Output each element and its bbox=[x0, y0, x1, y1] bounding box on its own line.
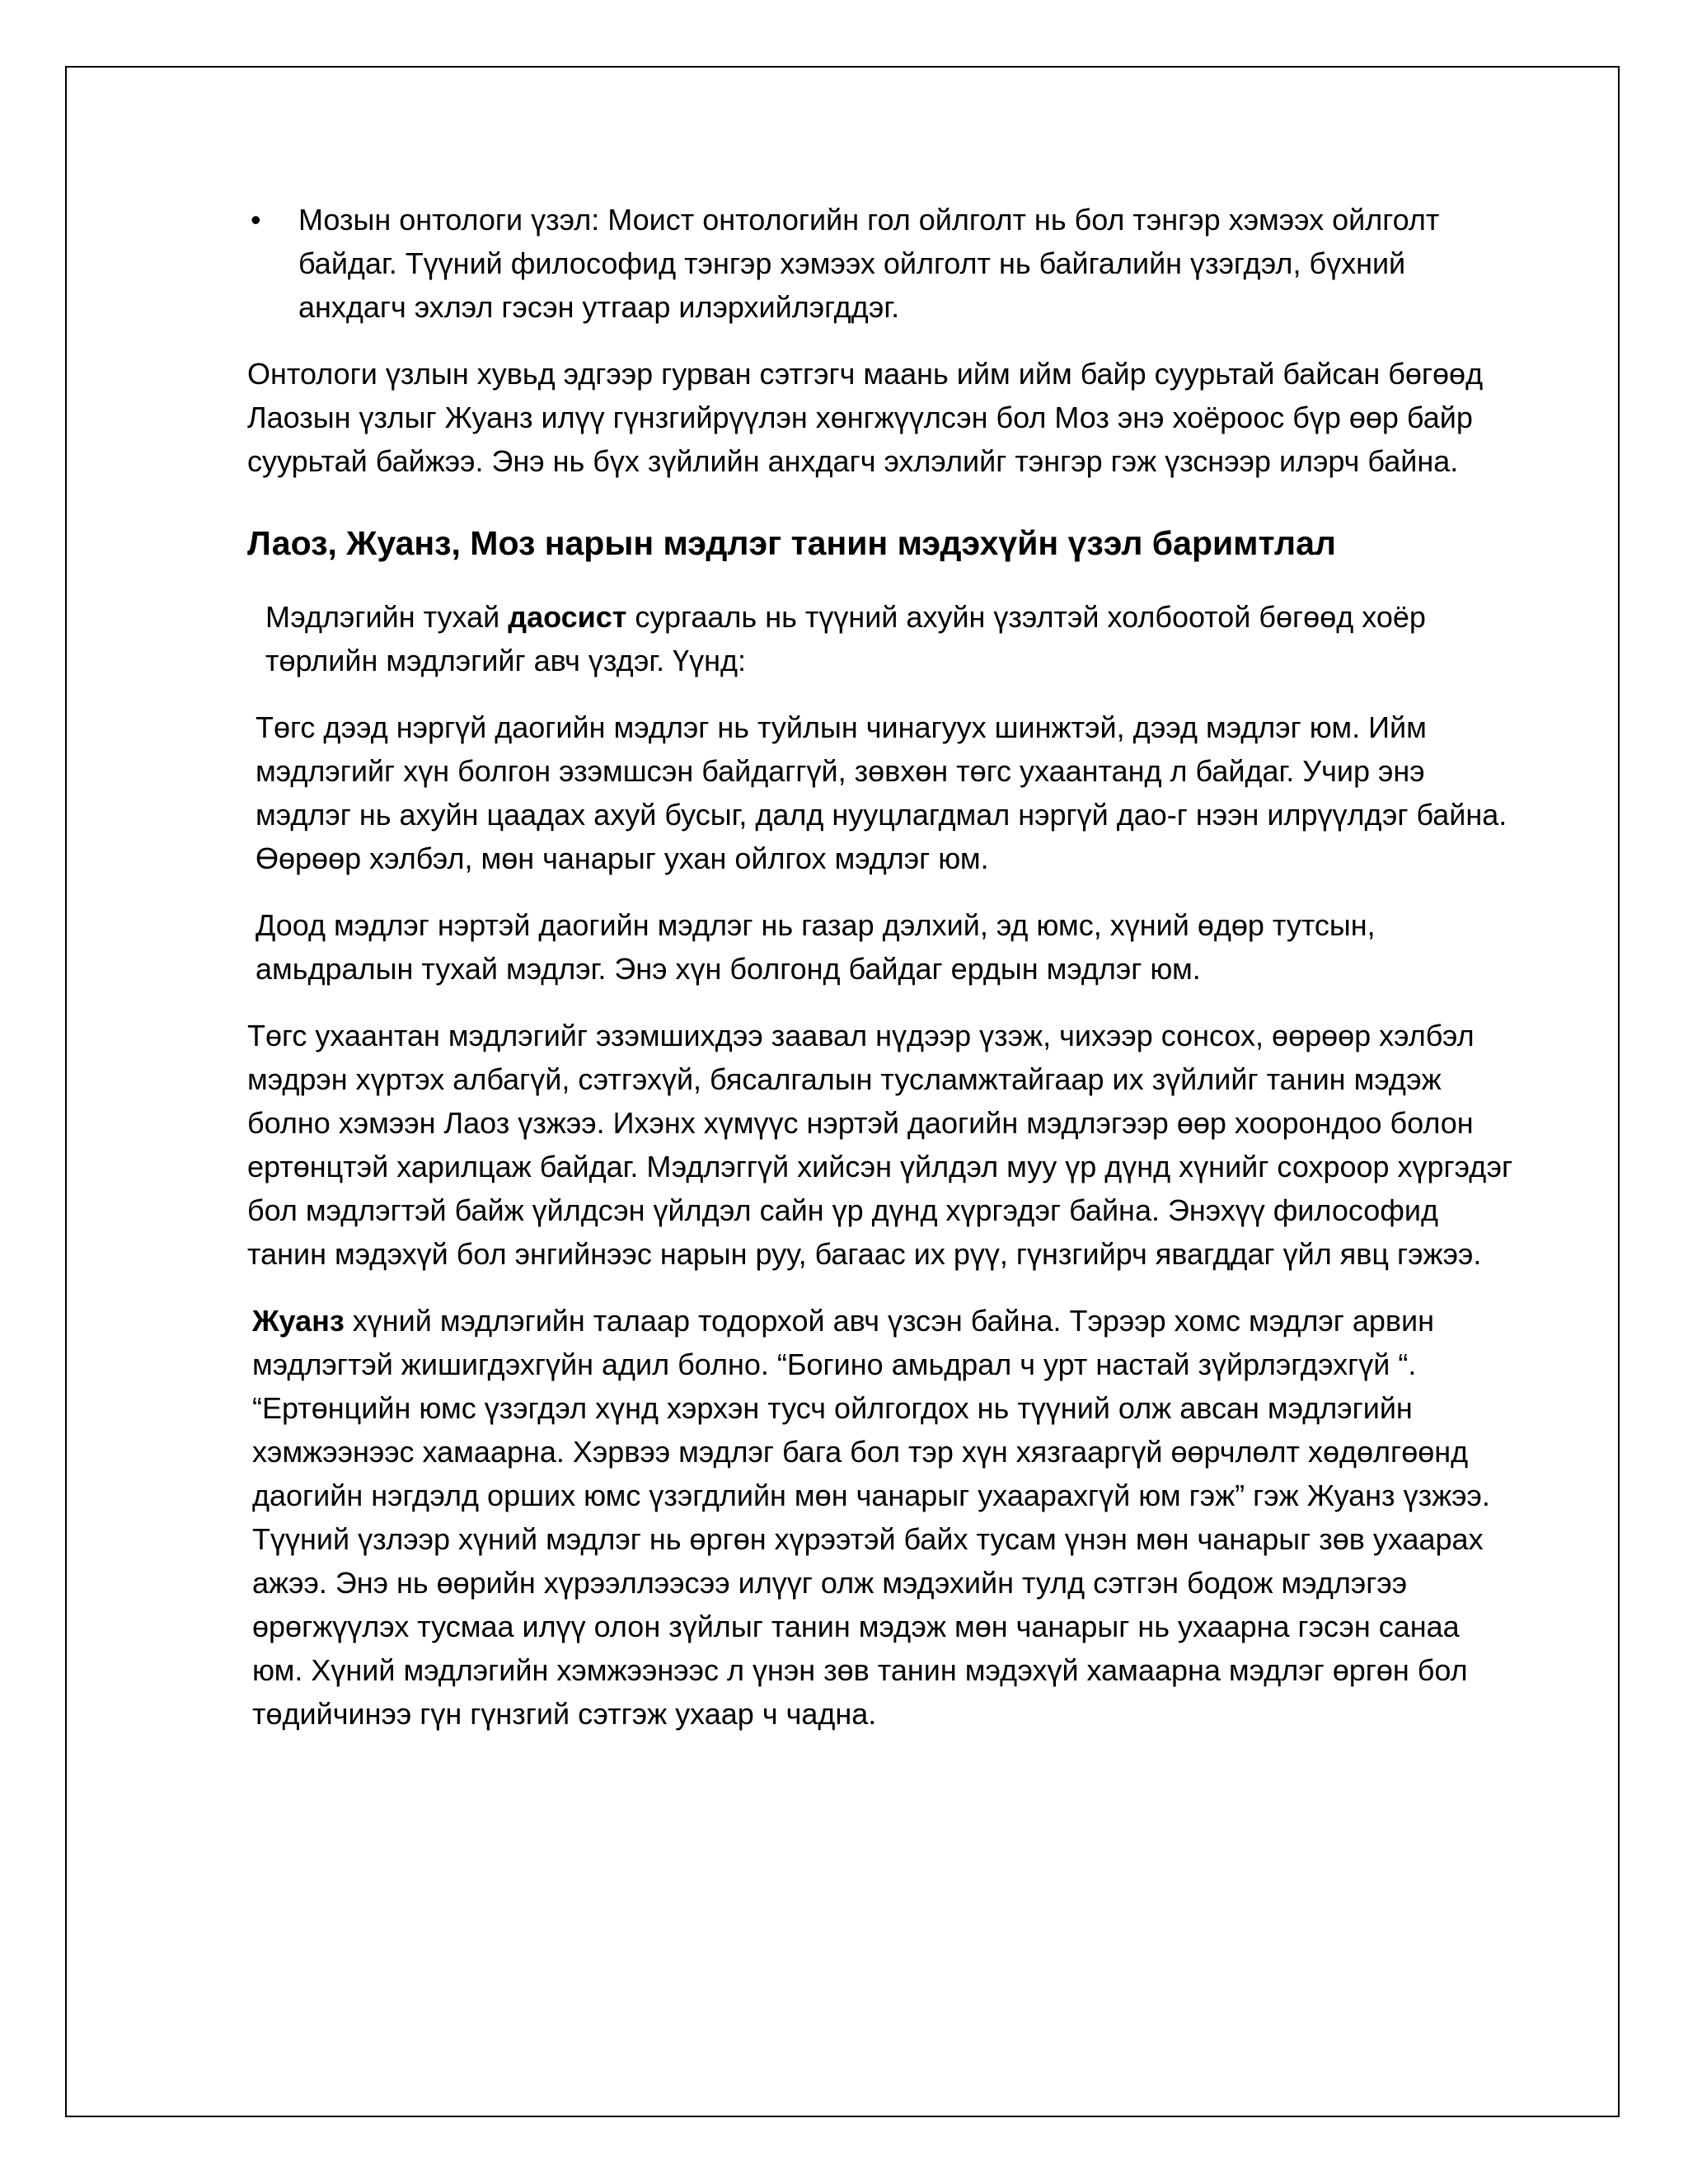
paragraph-lower-knowledge: Доод мэдлэг нэртэй даогийн мэдлэг нь газар дэлхий, эд юмс, хүний өдөр тутсын, амьдралын тухай мэдлэг. Энэ хүн болгонд байдаг ердын мэдлэг юм. bbox=[256, 908, 1376, 986]
bullet-list-item bbox=[247, 198, 1517, 329]
paragraph-text: сургааль нь түүний ахуйн үзэлтэй холбоотой бөгөөд хоёр төрлийн мэдлэгийг авч үздэг. Үүнд: bbox=[265, 600, 1426, 677]
paragraph-higher-knowledge: Төгс дээд нэргүй даогийн мэдлэг нь туйлын чинагуух шинжтэй, дээд мэдлэг юм. Ийм мэдлэгийг хүн болгон эзэмшсэн байдаггүй, зөвхөн төгс ухаантанд л байдаг. Учир энэ мэдлэг нь ахуйн цаадах ахуй бусыг, далд нууцлагдмал нэргүй дао-г нээн илрүүлдэг байна. Өөрөөр хэлбэл, мөн чанарыг ухан ойлгох мэдлэг юм. bbox=[256, 710, 1507, 875]
paragraph-zhuangzi bbox=[247, 1299, 1517, 1736]
bold-term: даосист bbox=[508, 600, 627, 634]
paragraph-daoist-knowledge bbox=[247, 595, 1517, 682]
document-body bbox=[247, 198, 1517, 1759]
section-heading: Лаоз, Жуанз, Моз нарын мэдлэг танин мэдэхүйн үзэл баримтлал bbox=[247, 524, 1336, 562]
bullet-marker: • bbox=[251, 203, 261, 237]
bullet-text: Мозын онтологи үзэл: Моист онтологийн гол ойлголт нь бол тэнгэр хэмээх ойлголт байдаг. Түүний философид тэнгэр хэмээх ойлголт нь байгалийн үзэгдэл, бүхний анхдагч эхлэл гэсэн утгаар илэрхийлэгддэг. bbox=[298, 203, 1440, 324]
paragraph-text: Мэдлэгийн тухай bbox=[265, 600, 509, 634]
paragraph-sage-knowledge: Төгс ухаантан мэдлэгийг эзэмшихдээ заавал нүдээр үзэж, чихээр сонсох, өөрөөр хэлбэл мэдрэн хүртэх албагүй, сэтгэхүй, бясалгалын тусламжтайгаар их зүйлийг танин мэдэж болно хэмээн Лаоз үзжээ. Ихэнх хүмүүс нэртэй даогийн мэдлэгээр өөр хоорондоо болон ертөнцтэй харилцаж байдаг. Мэдлэггүй хийсэн үйлдэл муу үр дүнд хүнийг сохроор хүргэдэг бол мэдлэгтэй байж үйлдсэн үйлдэл сайн үр дүнд хүргэдэг байна. Энэхүү философид танин мэдэхүй бол энгийнээс нарын руу, багаас их рүү, гүнзгийрч явагддаг үйл явц гэжээ. bbox=[247, 1019, 1513, 1271]
paragraph-text: хүний мэдлэгийн талаар тодорхой авч үзсэн байна. Тэрээр хомс мэдлэг арвин мэдлэгтэй жишигдэхгүйн адил болно. “Богино амьдрал ч урт настай зүйрлэгдэхгүй “. “Ертөнцийн юмс үзэгдэл хүнд хэрхэн тусч ойлгогдох нь түүний олж авсан мэдлэгийн хэмжээнээс хамаарна. Хэрвээ мэдлэг бага бол тэр хүн хязгааргүй өөрчлөлт хөдөлгөөнд даогийн нэгдэлд орших юмс үзэгдлийн мөн чанарыг ухаарахгүй юм гэж” гэж Жуанз үзжээ. Түүний үзлээр хүний мэдлэг нь өргөн хүрээтэй байх тусам үнэн мөн чанарыг зөв ухаарах ажээ. Энэ нь өөрийн хүрээллээсээ илүүг олж мэдэхийн тулд сэтгэн бодож мэдлэгээ өрөгжүүлэх тусмаа илүү олон зүйлыг танин мэдэж мөн чанарыг нь ухаарна гэсэн санаа юм. Хүний мэдлэгийн хэмжээнээс л үнэн зөв танин мэдэхүй хамаарна мэдлэг өргөн бол төдийчинээ гүн гүнзгий сэтгэж ухаар ч чадна. bbox=[252, 1304, 1490, 1731]
bold-term: Жуанз bbox=[252, 1304, 345, 1338]
paragraph-ontology-summary: Онтологи үзлын хувьд эдгээр гурван сэтгэгч маань ийм ийм байр суурьтай байсан бөгөөд Лаозын үзлыг Жуанз илүү гүнзгийрүүлэн хөнгжүүлсэн бол Моз энэ хоёроос бүр өөр байр суурьтай байжээ. Энэ нь бүх зүйлийн анхдагч эхлэлийг тэнгэр гэж үзснээр илэрч байна. bbox=[247, 357, 1484, 478]
